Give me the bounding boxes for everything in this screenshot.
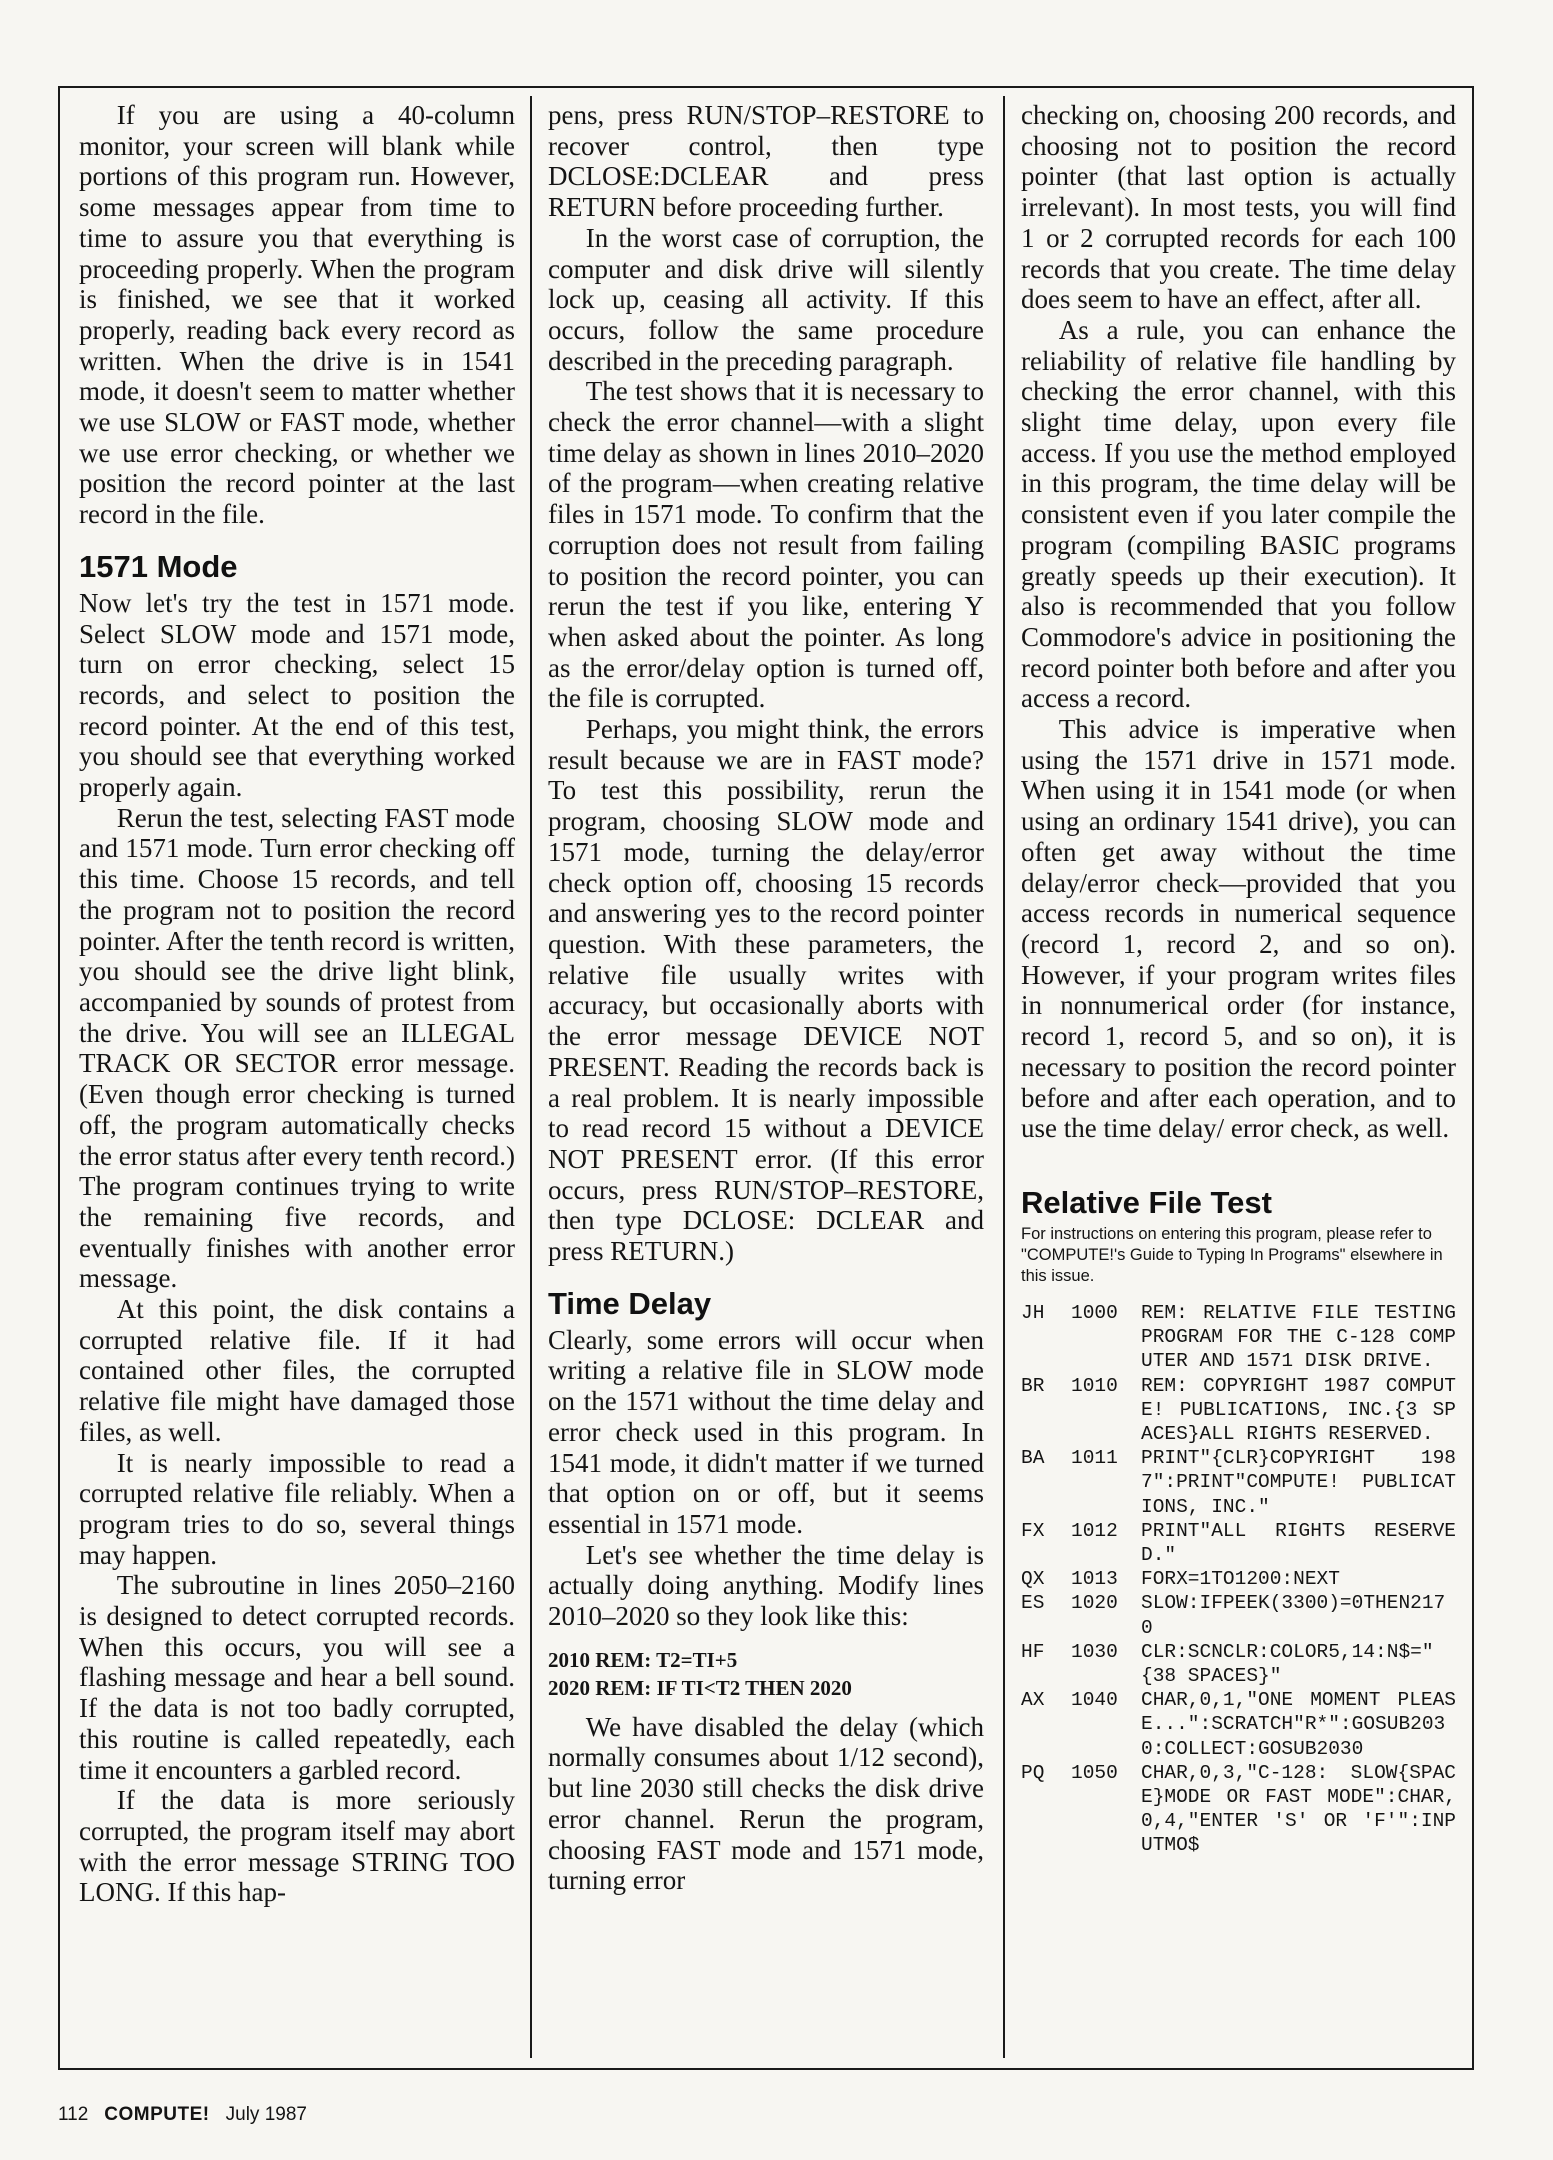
checksum: BR [1021, 1374, 1045, 1397]
listing-line [1021, 1301, 1468, 1374]
section-heading-relative-file-test: Relative File Test [1021, 1184, 1272, 1220]
code-snippet [548, 1646, 984, 1702]
code-text: CHAR,0,3,"C-128: SLOW{SPACE}MODE OR FAST MODE":CHAR,0,4,"ENTER 'S' OR 'F'":INPUTMO$ [1141, 1761, 1456, 1857]
section-heading-time-delay: Time Delay [548, 1285, 712, 1321]
line-number: 1013 [1071, 1568, 1118, 1591]
paragraph: Clearly, some errors will occur when writing a relative file in SLOW mode on the 1571 without the time delay and error check used in this program. In 1541 mode, it didn't matter if we turned that option on or off, but it seems essential in 1571 mode. [548, 1324, 984, 1539]
line-number: 1040 [1071, 1689, 1118, 1712]
code-line: 2010 REM: T2=TI+5 [548, 1647, 738, 1672]
checksum: PQ [1021, 1761, 1045, 1784]
paragraph: If you are using a 40-column monitor, your screen will blank while portions of this program run. However, some messages appear from time to time to assure you that everything is proceeding properly. When the program is finished, we see that it worked properly, reading back every record as written. When the drive is in 1541 mode, it doesn't seem to matter whether we use SLOW or FAST mode, whether we use error checking, or whether we position the record pointer at the last record in the file. [79, 100, 515, 530]
code-text: CHAR,0,1,"ONE MOMENT PLEASE...":SCRATCH"R*":GOSUB2030:COLLECT:GOSUB2030 [1141, 1689, 1456, 1760]
listing-line [1021, 1374, 1456, 1447]
page-footer [58, 2104, 307, 2126]
listing-line [1021, 1519, 1456, 1567]
column-3 [1021, 100, 1468, 1858]
line-number: 1020 [1071, 1592, 1118, 1615]
code-line: 2020 REM: IF TI<T2 THEN 2020 [548, 1675, 852, 1700]
line-number: 1000 [1071, 1301, 1118, 1324]
listing-line [1021, 1446, 1456, 1519]
magazine-name: COMPUTE! [104, 2104, 210, 2125]
paragraph: Rerun the test, selecting FAST mode and 1571 mode. Turn error checking off this time. Choose 15 records, and tell the program not to position the record pointer. After the tenth record is written, you should see the drive light blink, accompanied by sounds of protest from the drive. You will see an ILLEGAL TRACK OR SECTOR error message. (Even though error checking is turned off, the program automatically checks the error status after every tenth record.) The program continues trying to write the remaining five records, and eventually finishes with another error message. [79, 802, 515, 1294]
paragraph: We have disabled the delay (which normally consumes about 1/12 second), but line 2030 still checks the disk drive error channel. Rerun the program, choosing FAST mode and 1571 mode, turning error [548, 1711, 984, 1896]
paragraph: It is nearly impossible to read a corrupted relative file reliably. When a program tries to do so, several things may happen. [79, 1447, 515, 1570]
listing-line [1021, 1567, 1456, 1591]
paragraph: Let's see whether the time delay is actually doing anything. Modify lines 2010–2020 so they look like this: [548, 1539, 984, 1632]
code-text: PRINT"{CLR}COPYRIGHT 1987":PRINT"COMPUTE! PUBLICATIONS, INC." [1141, 1447, 1456, 1518]
code-text: CLR:SCNCLR:COLOR5,14:N$="{38 SPACES}" [1141, 1640, 1434, 1687]
checksum: FX [1021, 1519, 1045, 1542]
paragraph: This advice is imperative when using the 1571 drive in 1571 mode. When using it in 1541 mode (or when using an ordinary 1541 drive), you can often get away without the time delay/error check—provided that you access records in numerical sequence (record 1, record 2, and so on). However, if your program writes files in nonnumerical order (for instance, record 1, record 5, and so on), it is necessary to position the record pointer before and after each operation, and to use the time delay/ error check, as well. [1021, 714, 1456, 1144]
paragraph: In the worst case of corruption, the computer and disk drive will silently lock up, ceasing all activity. If this occurs, follow the same procedure described in the preceding paragraph. [548, 222, 984, 376]
line-number: 1011 [1071, 1447, 1118, 1470]
checksum: QX [1021, 1568, 1045, 1591]
column-divider [530, 96, 532, 2058]
section-heading-1571-mode: 1571 Mode [79, 548, 238, 584]
checksum: AX [1021, 1689, 1045, 1712]
issue-date: July 1987 [225, 2104, 307, 2125]
paragraph: pens, press RUN/STOP–RESTORE to recover control, then type DCLOSE:DCLEAR and press RETURN before proceeding further. [548, 100, 984, 223]
code-text: PRINT"ALL RIGHTS RESERVED." [1141, 1519, 1456, 1566]
checksum: ES [1021, 1592, 1045, 1615]
program-listing [1021, 1301, 1468, 1858]
line-number: 1010 [1071, 1374, 1118, 1397]
listing-line [1021, 1640, 1456, 1688]
code-text: FORX=1TO1200:NEXT [1141, 1568, 1340, 1591]
checksum: HF [1021, 1640, 1045, 1663]
code-text: REM: COPYRIGHT 1987 COMPUTE! PUBLICATIONS, INC.{3 SPACES}ALL RIGHTS RESERVED. [1141, 1374, 1456, 1445]
page-number: 112 [58, 2104, 89, 2125]
column-1 [79, 100, 515, 1908]
column-divider [1003, 96, 1005, 2058]
typing-instructions-note: For instructions on entering this program, please refer to "COMPUTE!'s Guide to Typing In Programs" elsewhere in this issue. [1021, 1224, 1443, 1285]
line-number: 1050 [1071, 1761, 1118, 1784]
checksum: JH [1021, 1301, 1045, 1324]
line-number: 1030 [1071, 1640, 1118, 1663]
code-text: SLOW:IFPEEK(3300)=0THEN2170 [1141, 1592, 1446, 1639]
paragraph: At this point, the disk contains a corrupted relative file. If it had contained other files, the corrupted relative file might have damaged those files, as well. [79, 1294, 515, 1447]
listing-line [1021, 1688, 1456, 1761]
paragraph: If the data is more seriously corrupted, the program itself may abort with the error message STRING TOO LONG. If this hap- [79, 1785, 515, 1908]
line-number: 1012 [1071, 1519, 1118, 1542]
paragraph: The test shows that it is necessary to check the error channel—with a slight time delay as shown in lines 2010–2020 of the program—when creating relative files in 1571 mode. To confirm that the corruption does not result from failing to position the record pointer, you can rerun the test if you like, entering Y when asked about the pointer. As long as the error/delay option is turned off, the file is corrupted. [548, 376, 984, 714]
paragraph: Perhaps, you might think, the errors result because we are in FAST mode? To test this possibility, rerun the program, choosing SLOW mode and 1571 mode, turning the delay/error check option off, choosing 15 records and answering yes to the record pointer question. With these parameters, the relative file usually writes with accuracy, but occasionally aborts with the error message DEVICE NOT PRESENT. Reading the records back is a real problem. It is nearly impossible to read record 15 without a DEVICE NOT PRESENT error. (If this error occurs, press RUN/STOP–RESTORE, then type DCLOSE: DCLEAR and press RETURN.) [548, 714, 984, 1267]
paragraph: The subroutine in lines 2050–2160 is designed to detect corrupted records. When this occurs, you will see a flashing message and hear a bell sound. If the data is not too badly corrupted, this routine is called repeatedly, each time it encounters a garbled record. [79, 1570, 515, 1785]
checksum: BA [1021, 1447, 1045, 1470]
paragraph: checking on, choosing 200 records, and choosing not to position the record pointer (that last option is actually irrelevant). In most tests, you will find 1 or 2 corrupted records for each 100 records that you create. The time delay does seem to have an effect, after all. [1021, 100, 1456, 315]
paragraph: As a rule, you can enhance the reliability of relative file handling by checking the error channel, with this slight time delay, upon every file access. If you use the method employed in this program, the time delay will be consistent even if you later compile the program (compiling BASIC programs greatly speeds up their execution). It also is recommended that you follow Commodore's advice in positioning the record pointer both before and after you access a record. [1021, 314, 1456, 714]
listing-line [1021, 1761, 1456, 1858]
listing-line [1021, 1591, 1456, 1639]
column-2 [548, 100, 984, 1896]
paragraph: Now let's try the test in 1571 mode. Select SLOW mode and 1571 mode, turn on error checking, select 15 records, and select to position the record pointer. At the end of this test, you should see that everything worked properly again. [79, 587, 515, 803]
code-text: REM: RELATIVE FILE TESTING PROGRAM FOR THE C-128 COMPUTER AND 1571 DISK DRIVE. [1141, 1301, 1468, 1373]
